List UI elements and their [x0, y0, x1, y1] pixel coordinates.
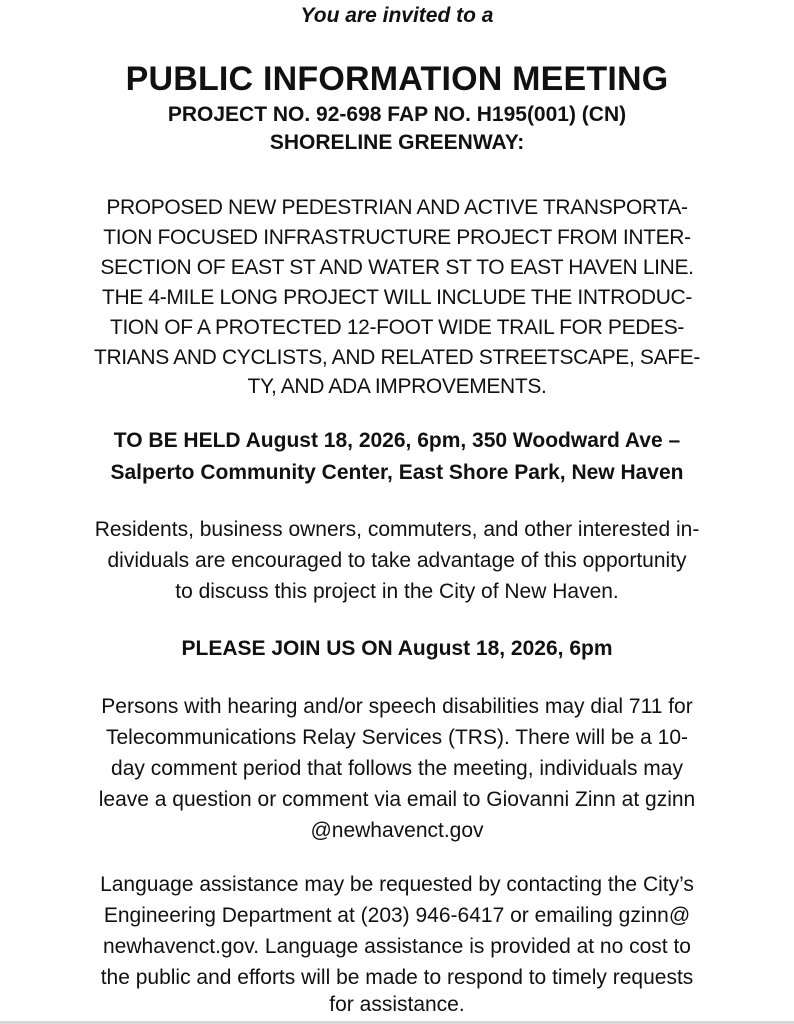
language-line: Engineering Department at (203) 946-6417 or emailing gzinn@: [103, 904, 691, 927]
description-line: TION OF A PROTECTED 12-FOOT WIDE TRAIL FOR PEDES-: [109, 316, 685, 339]
encourage-line: to discuss this project in the City of New Haven.: [175, 580, 619, 603]
description-line: PROPOSED NEW PEDESTRIAN AND ACTIVE TRANSPORTA-: [106, 196, 688, 219]
language-line: the public and efforts will be made to respond to timely requests: [100, 966, 694, 989]
join-line: PLEASE JOIN US ON August 18, 2026, 6pm: [181, 637, 613, 660]
encourage-line: Residents, business owners, commuters, and other interested in-: [94, 518, 700, 541]
project-number: PROJECT NO. 92-698 FAP NO. H195(001) (CN): [167, 103, 627, 126]
description-line: TRIANS AND CYCLISTS, AND RELATED STREETSCAPE, SAFE-: [93, 346, 701, 369]
encourage-line: dividuals are encouraged to take advantage of this opportunity: [107, 549, 687, 572]
accessibility-line: @newhavenct.gov: [310, 819, 484, 842]
accessibility-line: Persons with hearing and/or speech disabilities may dial 711 for: [101, 695, 693, 718]
held-line: TO BE HELD August 18, 2026, 6pm, 350 Woodward Ave –: [113, 429, 681, 452]
notice-title: PUBLIC INFORMATION MEETING: [125, 60, 669, 98]
accessibility-line: day comment period that follows the meeting, individuals may: [111, 757, 683, 780]
description-line: THE 4-MILE LONG PROJECT WILL INCLUDE THE INTRODUC-: [101, 286, 693, 309]
description-line: TION FOCUSED INFRASTRUCTURE PROJECT FROM INTER-: [103, 226, 691, 249]
project-name: SHORELINE GREENWAY:: [269, 131, 525, 154]
accessibility-line: Telecommunications Relay Services (TRS). There will be a 10-: [106, 726, 688, 749]
description-line: SECTION OF EAST ST AND WATER ST TO EAST HAVEN LINE.: [100, 256, 694, 279]
description-line: TY, AND ADA IMPROVEMENTS.: [247, 375, 547, 398]
language-line: newhavenct.gov. Language assistance is provided at no cost to: [103, 935, 691, 958]
invite-line: You are invited to a: [300, 4, 494, 27]
accessibility-line: leave a question or comment via email to Giovanni Zinn at gzinn: [98, 788, 696, 811]
language-line: for assistance.: [329, 993, 465, 1016]
held-line: Salperto Community Center, East Shore Park, New Haven: [110, 461, 684, 484]
language-line: Language assistance may be requested by contacting the City’s: [100, 873, 694, 896]
